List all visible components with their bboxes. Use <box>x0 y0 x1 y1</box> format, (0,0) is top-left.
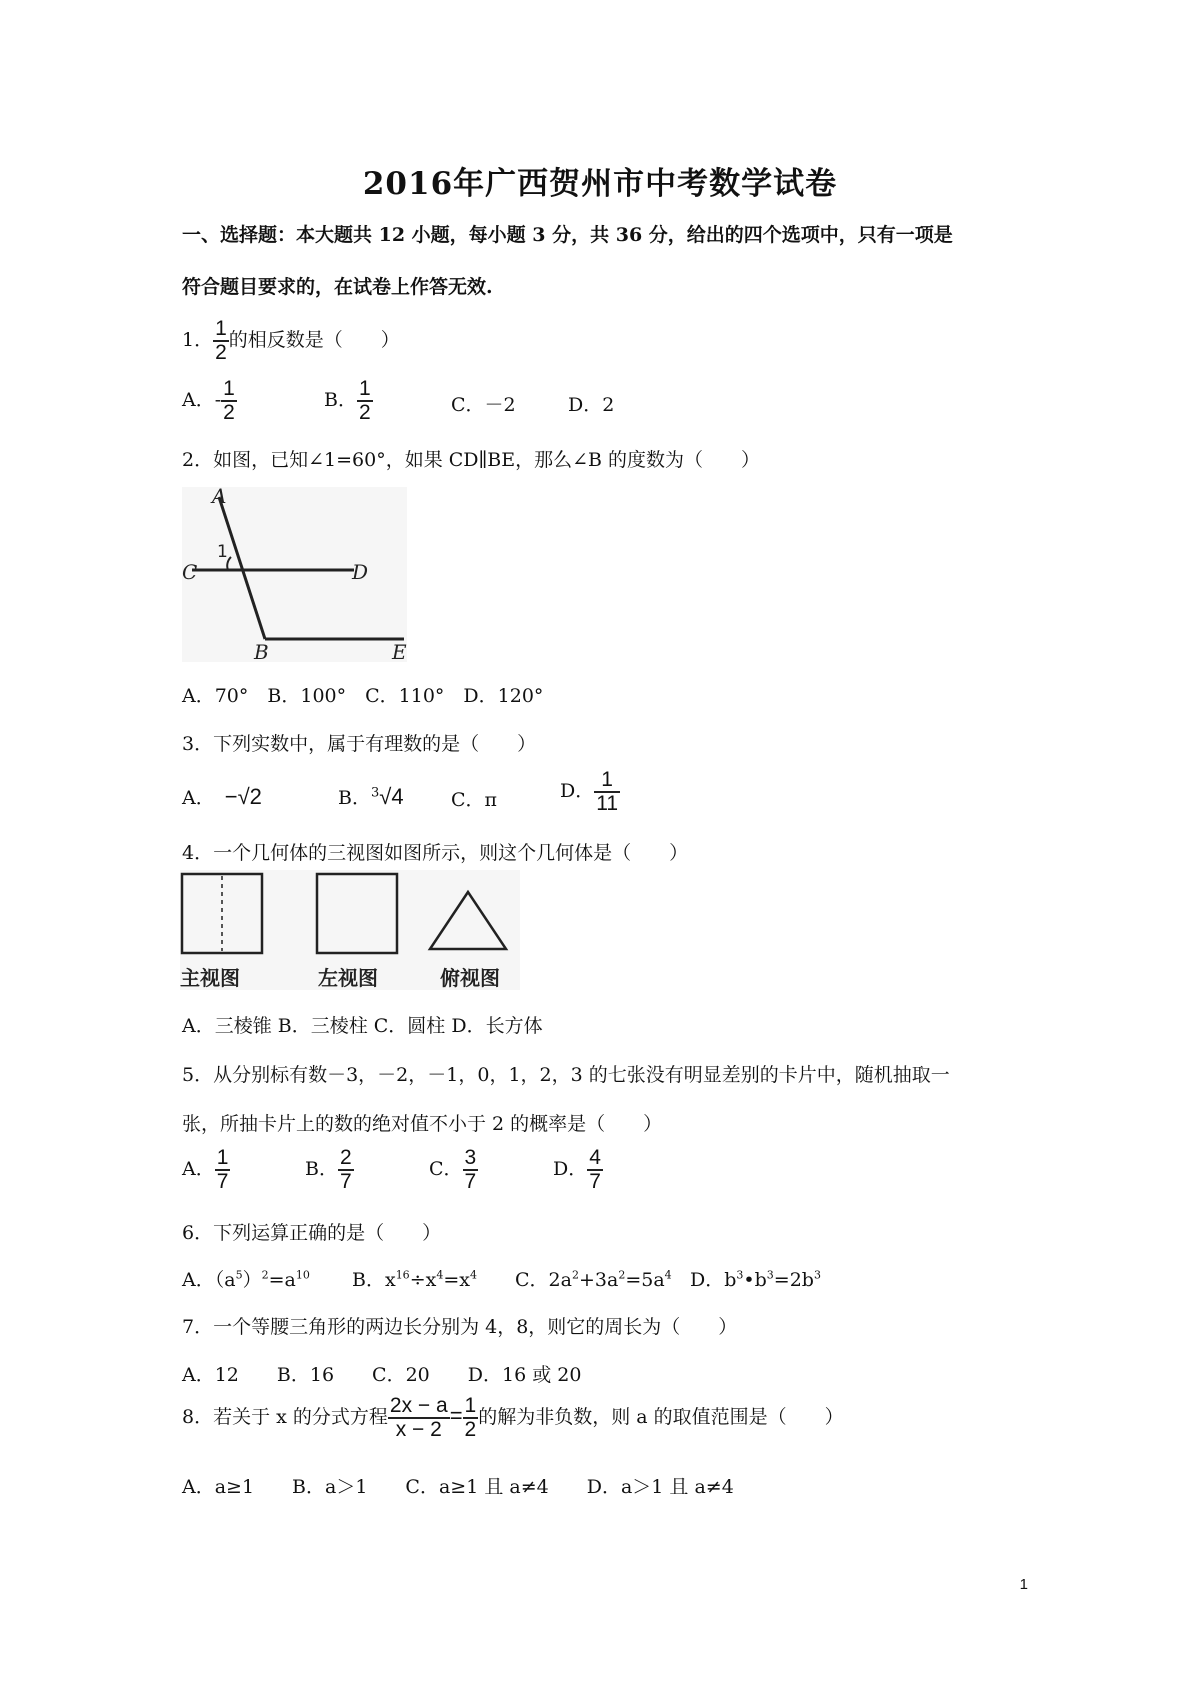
question-3: 3．下列实数中，属于有理数的是（ ） <box>182 733 537 755</box>
q3-option-b: B．$^3$√4 <box>338 784 404 809</box>
q6-option-c: C．$2a^2+3a^2=5a^4$ <box>515 1268 672 1291</box>
q6-option-a: A．$(a^5)^2=a^{10}$ <box>182 1268 310 1291</box>
q4-options: A．三棱锥 B．三棱柱 C．圆柱 D．长方体 <box>182 1015 543 1037</box>
question-5-line2: 张，所抽卡片上的数的绝对值不小于 2 的概率是（ ） <box>182 1113 663 1135</box>
q1-option-b: B． $\frac{1}{2}$ <box>324 377 371 425</box>
question-1: 1． $\frac{1}{2}$ 的相反数是（ ） <box>182 317 400 365</box>
svg-text:E: E <box>392 640 407 662</box>
q5-option-a: A． $\frac{1}{7}$ <box>182 1146 229 1194</box>
view-label-left: 左视图 <box>318 966 378 990</box>
section-header-line2: 符合题目要求的，在试卷上作答无效. <box>182 276 493 298</box>
q3-option-c: C．π <box>451 789 498 811</box>
question-6: 6．下列运算正确的是（ ） <box>182 1222 442 1244</box>
q3-option-a: A． −√2 <box>182 784 262 809</box>
q3-option-d: D． $\frac{1}{11}$ <box>560 768 619 816</box>
parallel-lines-diagram <box>182 487 407 662</box>
question-4: 4．一个几何体的三视图如图所示，则这个几何体是（ ） <box>182 842 689 864</box>
q1-option-c: C．－2 <box>451 394 516 416</box>
q6-option-d: D．$b^3•b^3=2b^3$ <box>690 1268 821 1291</box>
question-5-line1: 5．从分别标有数－3，－2，－1，0，1，2，3 的七张没有明显差别的卡片中，随机抽取一 <box>182 1064 950 1086</box>
fraction-rhs: $\frac{1}{2}$ <box>464 1394 477 1442</box>
fraction: $\frac{1}{2}$ <box>215 317 227 365</box>
view-label-top: 俯视图 <box>440 966 500 990</box>
q2-options: A．70° B．100° C．110° D．120° <box>182 685 544 707</box>
q5-option-b: B． $\frac{2}{7}$ <box>305 1146 352 1194</box>
page-title: 2016年广西贺州市中考数学试卷 <box>362 166 838 202</box>
q1-option-d: D．2 <box>568 394 615 416</box>
fraction-lhs: $\frac{2x - a}{x - 2}$ <box>389 1394 448 1442</box>
q7-options: A．12 B．16 C．20 D．16 或 20 <box>182 1364 582 1386</box>
q5-option-c: C． $\frac{3}{7}$ <box>429 1146 477 1194</box>
svg-text:C: C <box>182 560 198 584</box>
svg-text:1: 1 <box>217 542 228 562</box>
question-8: 8．若关于 x 的分式方程 $\frac{2x - a}{x - 2}$ = $\frac{1}{2}$ 的解为非负数，则 a 的取值范围是（ ） <box>182 1394 844 1442</box>
svg-text:B: B <box>254 640 269 662</box>
q8-options: A．a≥1 B．a＞1 C．a≥1 且 a≠4 D．a＞1 且 a≠4 <box>182 1476 734 1498</box>
svg-text:D: D <box>352 560 369 584</box>
q5-option-d: D． $\frac{4}{7}$ <box>553 1146 601 1194</box>
q6-option-b: B．$x^{16}\div x^4=x^4$ <box>352 1268 477 1291</box>
view-label-front: 主视图 <box>180 966 240 990</box>
q2-figure <box>182 487 407 662</box>
q1-option-a: A．- $\frac{1}{2}$ <box>182 377 235 425</box>
q4-figure <box>180 870 520 990</box>
page-number: 1 <box>1019 1576 1028 1593</box>
section-header-line1: 一、选择题：本大题共 12 小题，每小题 3 分，共 36 分，给出的四个选项中，只有一项是 <box>182 224 953 246</box>
question-2: 2．如图，已知∠1=60°，如果 CD∥BE，那么∠B 的度数为（ ） <box>182 449 761 471</box>
svg-text:A: A <box>212 487 227 508</box>
question-7: 7．一个等腰三角形的两边长分别为 4，8，则它的周长为（ ） <box>182 1316 738 1338</box>
